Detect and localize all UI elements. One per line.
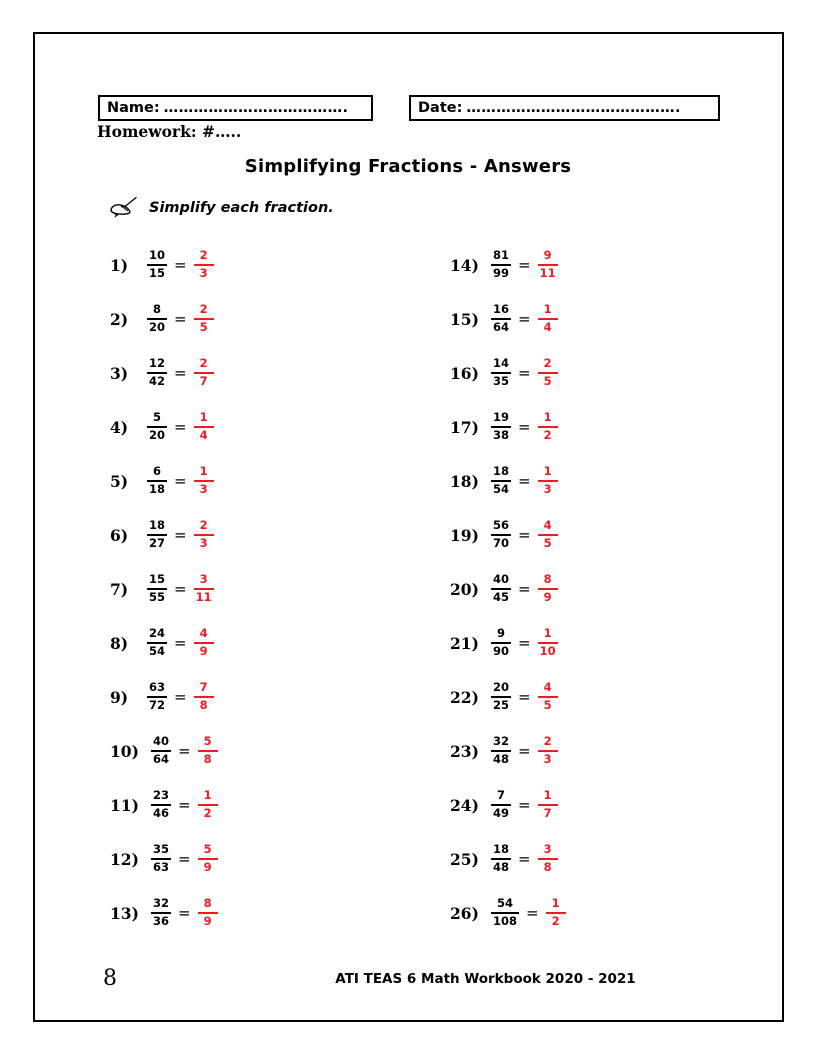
equals-sign: = bbox=[178, 849, 191, 868]
answer-denominator: 8 bbox=[203, 752, 212, 766]
problem-number: 8) bbox=[110, 633, 129, 653]
answer-denominator: 3 bbox=[199, 266, 208, 280]
problem-number: 21) bbox=[450, 633, 479, 653]
answer-fraction bbox=[194, 573, 214, 604]
problem-fraction bbox=[151, 897, 171, 928]
problem-fraction bbox=[147, 249, 167, 280]
fraction-denominator: 38 bbox=[493, 428, 510, 442]
equals-sign: = bbox=[518, 471, 531, 490]
answer-numerator: 2 bbox=[199, 356, 208, 371]
answer-fraction bbox=[194, 249, 214, 280]
answer-numerator: 2 bbox=[543, 356, 552, 371]
answer-numerator: 4 bbox=[543, 518, 552, 533]
answer-fraction bbox=[198, 735, 218, 766]
answer-numerator: 8 bbox=[203, 896, 212, 911]
answer-numerator: 1 bbox=[203, 788, 212, 803]
equals-sign: = bbox=[174, 309, 187, 328]
equals-sign: = bbox=[174, 525, 187, 544]
answer-fraction bbox=[538, 843, 558, 874]
answer-denominator: 3 bbox=[199, 482, 208, 496]
fraction-numerator: 15 bbox=[149, 572, 166, 587]
equals-sign: = bbox=[518, 309, 531, 328]
fraction-denominator: 63 bbox=[153, 860, 170, 874]
fraction-denominator: 70 bbox=[493, 536, 510, 550]
problem-fraction bbox=[147, 303, 167, 334]
equals-sign: = bbox=[518, 741, 531, 760]
problem-fraction bbox=[491, 249, 511, 280]
problem-number: 13) bbox=[110, 903, 139, 923]
problem-fraction bbox=[491, 843, 511, 874]
equals-sign: = bbox=[178, 903, 191, 922]
fraction-denominator: 55 bbox=[149, 590, 166, 604]
equals-sign: = bbox=[518, 849, 531, 868]
problem-fraction bbox=[491, 573, 511, 604]
fraction-denominator: 54 bbox=[149, 644, 166, 658]
problem-row bbox=[110, 292, 410, 346]
fraction-denominator: 72 bbox=[149, 698, 166, 712]
answer-fraction bbox=[194, 627, 214, 658]
problem-number: 9) bbox=[110, 687, 129, 707]
problem-number: 15) bbox=[450, 309, 479, 329]
problem-number: 19) bbox=[450, 525, 479, 545]
answer-denominator: 11 bbox=[195, 590, 212, 604]
answer-fraction bbox=[194, 465, 214, 496]
equals-sign: = bbox=[518, 363, 531, 382]
answer-numerator: 5 bbox=[203, 842, 212, 857]
problem-number: 16) bbox=[450, 363, 479, 383]
problem-row bbox=[450, 778, 750, 832]
answer-numerator: 3 bbox=[543, 842, 552, 857]
problem-number: 25) bbox=[450, 849, 479, 869]
answer-fraction bbox=[538, 411, 558, 442]
answer-fraction bbox=[538, 357, 558, 388]
name-dots: ………………………………. bbox=[163, 100, 349, 116]
answer-numerator: 9 bbox=[543, 248, 552, 263]
problem-number: 23) bbox=[450, 741, 479, 761]
page-title: Simplifying Fractions - Answers bbox=[244, 156, 572, 177]
answer-denominator: 5 bbox=[199, 320, 208, 334]
answer-numerator: 5 bbox=[203, 734, 212, 749]
fraction-numerator: 32 bbox=[153, 896, 170, 911]
answer-denominator: 2 bbox=[203, 806, 212, 820]
fraction-numerator: 18 bbox=[149, 518, 166, 533]
problem-row bbox=[110, 670, 410, 724]
problem-number: 24) bbox=[450, 795, 479, 815]
problem-number: 3) bbox=[110, 363, 129, 383]
fraction-numerator: 40 bbox=[153, 734, 170, 749]
answer-denominator: 4 bbox=[543, 320, 552, 334]
equals-sign: = bbox=[174, 687, 187, 706]
fraction-numerator: 54 bbox=[497, 896, 514, 911]
equals-sign: = bbox=[174, 579, 187, 598]
fraction-denominator: 64 bbox=[153, 752, 170, 766]
answer-numerator: 3 bbox=[199, 572, 208, 587]
equals-sign: = bbox=[526, 903, 539, 922]
fraction-numerator: 20 bbox=[493, 680, 510, 695]
equals-sign: = bbox=[518, 525, 531, 544]
homework-line[interactable]: Homework: #….. bbox=[97, 122, 242, 141]
problem-number: 11) bbox=[110, 795, 139, 815]
fraction-numerator: 7 bbox=[497, 788, 506, 803]
answer-numerator: 2 bbox=[543, 734, 552, 749]
problem-row bbox=[450, 400, 750, 454]
answer-numerator: 2 bbox=[199, 518, 208, 533]
problem-fraction bbox=[491, 303, 511, 334]
fraction-denominator: 20 bbox=[149, 428, 166, 442]
answer-numerator: 4 bbox=[199, 626, 208, 641]
fraction-numerator: 32 bbox=[493, 734, 510, 749]
answer-numerator: 1 bbox=[199, 410, 208, 425]
answer-fraction bbox=[538, 573, 558, 604]
fraction-denominator: 42 bbox=[149, 374, 166, 388]
fraction-denominator: 36 bbox=[153, 914, 170, 928]
problem-fraction bbox=[147, 573, 167, 604]
problem-row bbox=[450, 670, 750, 724]
fraction-numerator: 63 bbox=[149, 680, 166, 695]
answer-denominator: 5 bbox=[543, 536, 552, 550]
problem-fraction bbox=[147, 627, 167, 658]
answer-fraction bbox=[194, 357, 214, 388]
answer-numerator: 2 bbox=[199, 248, 208, 263]
fraction-denominator: 25 bbox=[493, 698, 510, 712]
problem-number: 17) bbox=[450, 417, 479, 437]
problem-fraction bbox=[147, 411, 167, 442]
answer-numerator: 8 bbox=[543, 572, 552, 587]
problem-fraction bbox=[151, 789, 171, 820]
answer-fraction bbox=[538, 303, 558, 334]
fraction-numerator: 81 bbox=[493, 248, 510, 263]
equals-sign: = bbox=[174, 255, 187, 274]
fraction-denominator: 108 bbox=[493, 914, 518, 928]
answer-denominator: 5 bbox=[543, 374, 552, 388]
answer-numerator: 4 bbox=[543, 680, 552, 695]
answer-numerator: 1 bbox=[543, 626, 552, 641]
answer-numerator: 2 bbox=[199, 302, 208, 317]
answer-fraction bbox=[194, 519, 214, 550]
answer-denominator: 3 bbox=[199, 536, 208, 550]
fraction-denominator: 35 bbox=[493, 374, 510, 388]
problem-number: 6) bbox=[110, 525, 129, 545]
equals-sign: = bbox=[518, 579, 531, 598]
problem-fraction bbox=[491, 735, 511, 766]
fraction-denominator: 54 bbox=[493, 482, 510, 496]
fraction-numerator: 35 bbox=[153, 842, 170, 857]
problem-fraction bbox=[491, 411, 511, 442]
fraction-numerator: 18 bbox=[493, 842, 510, 857]
fraction-denominator: 45 bbox=[493, 590, 510, 604]
problem-row bbox=[450, 724, 750, 778]
problem-row bbox=[450, 562, 750, 616]
answer-denominator: 8 bbox=[199, 698, 208, 712]
answer-numerator: 1 bbox=[543, 788, 552, 803]
fraction-denominator: 99 bbox=[493, 266, 510, 280]
equals-sign: = bbox=[518, 687, 531, 706]
answer-numerator: 7 bbox=[199, 680, 208, 695]
problem-row bbox=[450, 886, 750, 940]
answer-fraction bbox=[546, 897, 566, 928]
problem-number: 22) bbox=[450, 687, 479, 707]
answer-numerator: 1 bbox=[543, 302, 552, 317]
equals-sign: = bbox=[518, 795, 531, 814]
problem-row bbox=[110, 886, 410, 940]
answer-denominator: 9 bbox=[203, 860, 212, 874]
fraction-numerator: 16 bbox=[493, 302, 510, 317]
fraction-denominator: 49 bbox=[493, 806, 510, 820]
answer-denominator: 10 bbox=[539, 644, 556, 658]
problem-row bbox=[110, 454, 410, 508]
fraction-denominator: 46 bbox=[153, 806, 170, 820]
problem-row bbox=[450, 508, 750, 562]
fraction-numerator: 8 bbox=[153, 302, 162, 317]
fraction-numerator: 24 bbox=[149, 626, 166, 641]
problem-row bbox=[110, 238, 410, 292]
problem-row bbox=[450, 292, 750, 346]
problem-fraction bbox=[151, 735, 171, 766]
problem-number: 4) bbox=[110, 417, 129, 437]
problem-row bbox=[450, 238, 750, 292]
footer-credit: ATI TEAS 6 Math Workbook 2020 - 2021 bbox=[335, 971, 636, 987]
date-label: Date: bbox=[418, 100, 463, 116]
problem-row bbox=[110, 832, 410, 886]
fraction-numerator: 18 bbox=[493, 464, 510, 479]
equals-sign: = bbox=[174, 471, 187, 490]
fraction-denominator: 64 bbox=[493, 320, 510, 334]
fraction-numerator: 14 bbox=[493, 356, 510, 371]
problem-row bbox=[110, 562, 410, 616]
problem-fraction bbox=[491, 357, 511, 388]
problem-fraction bbox=[491, 627, 511, 658]
fraction-numerator: 10 bbox=[149, 248, 166, 263]
fraction-denominator: 48 bbox=[493, 860, 510, 874]
problem-number: 20) bbox=[450, 579, 479, 599]
answer-denominator: 7 bbox=[543, 806, 552, 820]
fraction-denominator: 90 bbox=[493, 644, 510, 658]
equals-sign: = bbox=[174, 417, 187, 436]
answer-numerator: 1 bbox=[543, 464, 552, 479]
answer-denominator: 9 bbox=[199, 644, 208, 658]
answer-denominator: 9 bbox=[543, 590, 552, 604]
problem-row bbox=[450, 454, 750, 508]
answer-fraction bbox=[538, 789, 558, 820]
answer-numerator: 1 bbox=[543, 410, 552, 425]
answer-denominator: 5 bbox=[543, 698, 552, 712]
fraction-numerator: 23 bbox=[153, 788, 170, 803]
problem-fraction bbox=[491, 465, 511, 496]
problem-fraction bbox=[147, 681, 167, 712]
equals-sign: = bbox=[178, 741, 191, 760]
problem-fraction bbox=[147, 357, 167, 388]
problem-number: 14) bbox=[450, 255, 479, 275]
answer-denominator: 8 bbox=[543, 860, 552, 874]
fraction-denominator: 27 bbox=[149, 536, 166, 550]
fraction-numerator: 5 bbox=[153, 410, 162, 425]
problem-row bbox=[450, 616, 750, 670]
problem-fraction bbox=[491, 681, 511, 712]
answer-fraction bbox=[194, 303, 214, 334]
fraction-numerator: 9 bbox=[497, 626, 506, 641]
answer-fraction bbox=[538, 735, 558, 766]
answer-fraction bbox=[538, 681, 558, 712]
problem-number: 10) bbox=[110, 741, 139, 761]
problem-row bbox=[110, 724, 410, 778]
problem-row bbox=[450, 346, 750, 400]
fraction-denominator: 15 bbox=[149, 266, 166, 280]
problem-number: 1) bbox=[110, 255, 129, 275]
answer-fraction bbox=[538, 627, 558, 658]
problem-fraction bbox=[151, 843, 171, 874]
problem-number: 26) bbox=[450, 903, 479, 923]
equals-sign: = bbox=[518, 417, 531, 436]
fraction-denominator: 20 bbox=[149, 320, 166, 334]
problem-number: 12) bbox=[110, 849, 139, 869]
answer-denominator: 2 bbox=[551, 914, 560, 928]
answer-denominator: 7 bbox=[199, 374, 208, 388]
problem-fraction bbox=[147, 519, 167, 550]
equals-sign: = bbox=[174, 633, 187, 652]
equals-sign: = bbox=[518, 255, 531, 274]
problem-number: 2) bbox=[110, 309, 129, 329]
name-label: Name: bbox=[107, 100, 160, 116]
problem-row bbox=[110, 346, 410, 400]
answer-fraction bbox=[198, 843, 218, 874]
fraction-denominator: 48 bbox=[493, 752, 510, 766]
problem-number: 18) bbox=[450, 471, 479, 491]
fraction-numerator: 6 bbox=[153, 464, 162, 479]
problem-column-right bbox=[450, 238, 750, 940]
problem-column-left bbox=[110, 238, 410, 940]
problem-number: 7) bbox=[110, 579, 129, 599]
problem-number: 5) bbox=[110, 471, 129, 491]
problem-fraction bbox=[491, 897, 519, 928]
fraction-numerator: 56 bbox=[493, 518, 510, 533]
fraction-denominator: 18 bbox=[149, 482, 166, 496]
problem-row bbox=[110, 508, 410, 562]
answer-fraction bbox=[198, 897, 218, 928]
problem-row bbox=[110, 616, 410, 670]
date-dots: ……………………………………. bbox=[466, 100, 681, 116]
answer-denominator: 2 bbox=[543, 428, 552, 442]
fraction-numerator: 12 bbox=[149, 356, 166, 371]
answer-denominator: 9 bbox=[203, 914, 212, 928]
answer-fraction bbox=[538, 465, 558, 496]
problem-fraction bbox=[147, 465, 167, 496]
answer-fraction bbox=[538, 519, 558, 550]
answer-numerator: 1 bbox=[551, 896, 560, 911]
answer-fraction bbox=[538, 249, 558, 280]
problem-row bbox=[110, 400, 410, 454]
answer-denominator: 3 bbox=[543, 752, 552, 766]
answer-fraction bbox=[198, 789, 218, 820]
answer-denominator: 3 bbox=[543, 482, 552, 496]
fraction-numerator: 19 bbox=[493, 410, 510, 425]
answer-denominator: 4 bbox=[199, 428, 208, 442]
problem-fraction bbox=[491, 789, 511, 820]
answer-fraction bbox=[194, 681, 214, 712]
problem-fraction bbox=[491, 519, 511, 550]
problem-row bbox=[110, 778, 410, 832]
answer-fraction bbox=[194, 411, 214, 442]
equals-sign: = bbox=[178, 795, 191, 814]
equals-sign: = bbox=[518, 633, 531, 652]
problem-row bbox=[450, 832, 750, 886]
answer-numerator: 1 bbox=[199, 464, 208, 479]
instruction-text: Simplify each fraction. bbox=[149, 200, 334, 216]
answer-denominator: 11 bbox=[539, 266, 556, 280]
equals-sign: = bbox=[174, 363, 187, 382]
page-number: 8 bbox=[103, 966, 117, 991]
fraction-numerator: 40 bbox=[493, 572, 510, 587]
